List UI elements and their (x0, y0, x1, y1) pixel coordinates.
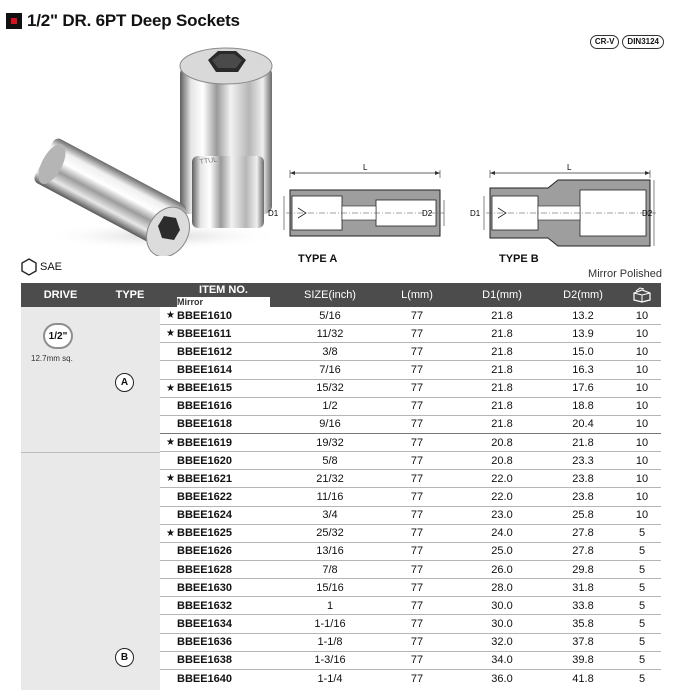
box-qty-cell: 5 (638, 563, 646, 576)
item-number-cell (160, 473, 287, 485)
d1-cell: 21.8 (491, 382, 513, 395)
item-number: BBEE1610 (177, 309, 233, 322)
d1-cell: 20.8 (491, 436, 513, 449)
box-qty-cell: 10 (635, 309, 649, 322)
standard-indicator (20, 258, 62, 276)
box-icon (632, 287, 652, 303)
drive-size-value: 1/2" (45, 325, 71, 347)
diagram-b-dim-d2: D2 (642, 209, 653, 218)
d2-cell: 18.8 (572, 400, 594, 413)
table-row (160, 615, 661, 633)
d1-cell: 24.0 (491, 527, 513, 540)
d1-cell: 21.8 (491, 400, 513, 413)
d1-cell: 25.0 (491, 545, 513, 558)
box-qty-cell: 5 (638, 599, 646, 612)
d1-cell: 30.0 (491, 599, 513, 612)
item-number-cell (160, 418, 287, 430)
length-cell: 77 (410, 490, 424, 503)
finish-label: Mirror Polished (588, 268, 662, 280)
item-number-cell (160, 564, 287, 576)
d1-cell: 21.8 (491, 418, 513, 431)
length-cell: 77 (410, 363, 424, 376)
type-b-caption: TYPE B (499, 253, 539, 265)
item-number: BBEE1624 (177, 509, 233, 522)
box-qty-cell: 5 (638, 636, 646, 649)
d2-cell: 17.6 (572, 382, 594, 395)
table-row (160, 561, 661, 579)
standard-label: SAE (40, 261, 63, 273)
length-cell: 77 (410, 382, 424, 395)
group-b-panel (21, 453, 160, 690)
length-cell: 77 (410, 327, 424, 340)
table-row (160, 416, 661, 434)
svg-text:TTUL: TTUL (199, 156, 218, 166)
length-cell: 77 (410, 527, 424, 540)
drive-size-metric: 12.7mm sq. (31, 354, 73, 363)
size-cell: 9/16 (319, 418, 341, 431)
length-cell: 77 (410, 617, 424, 630)
item-number: BBEE1614 (177, 363, 233, 376)
table-row (160, 525, 661, 543)
length-cell: 77 (410, 454, 424, 467)
header-d1: D1(mm) (482, 289, 522, 301)
recommended-star-icon: ★ (166, 328, 175, 340)
table-row (160, 452, 661, 470)
d1-cell: 21.8 (491, 363, 513, 376)
header-drive: DRIVE (43, 289, 78, 301)
group-a-panel (21, 307, 160, 453)
box-qty-cell: 10 (635, 400, 649, 413)
d2-cell: 41.8 (572, 672, 594, 685)
box-qty-cell: 5 (638, 672, 646, 685)
table-row (160, 652, 661, 670)
item-number: BBEE1640 (177, 672, 233, 685)
d1-cell: 22.0 (491, 490, 513, 503)
diagram-a-dim-l: L (363, 163, 368, 172)
table-row (160, 470, 661, 488)
diagram-type-b (470, 160, 670, 248)
length-cell: 77 (410, 563, 424, 576)
box-qty-cell: 10 (635, 363, 649, 376)
box-qty-cell: 5 (638, 617, 646, 630)
recommended-star-icon: ★ (166, 310, 175, 322)
title-text: 1/2" DR. 6PT Deep Sockets (27, 11, 240, 30)
length-cell: 77 (410, 418, 424, 431)
size-cell: 1-1/16 (314, 617, 346, 630)
size-cell: 1 (326, 599, 334, 612)
d1-cell: 36.0 (491, 672, 513, 685)
size-cell: 3/8 (322, 345, 338, 358)
size-cell: 15/16 (316, 581, 344, 594)
item-number: BBEE1619 (177, 436, 233, 449)
type-a-caption: TYPE A (298, 253, 338, 265)
length-cell: 77 (410, 636, 424, 649)
d1-cell: 26.0 (491, 563, 513, 576)
item-number-cell (160, 618, 287, 630)
d2-cell: 23.3 (572, 454, 594, 467)
d2-cell: 31.8 (572, 581, 594, 594)
table-row (160, 380, 661, 398)
d2-cell: 20.4 (572, 418, 594, 431)
table-row (160, 488, 661, 506)
item-number: BBEE1611 (177, 327, 232, 340)
box-qty-cell: 10 (635, 509, 649, 522)
box-qty-cell: 10 (635, 345, 649, 358)
item-number: BBEE1620 (177, 454, 233, 467)
box-qty-cell: 10 (635, 327, 649, 340)
item-number: BBEE1621 (177, 472, 233, 485)
diagram-b-dim-d1: D1 (470, 209, 481, 218)
d1-cell: 34.0 (491, 654, 513, 667)
box-qty-cell: 10 (635, 418, 649, 431)
size-cell: 13/16 (316, 545, 344, 558)
item-number-cell (160, 400, 287, 412)
header-item-finish: Mirror (177, 297, 270, 307)
size-cell: 21/32 (316, 472, 344, 485)
length-cell: 77 (410, 309, 424, 322)
table-row (160, 398, 661, 416)
recommended-star-icon: ★ (166, 437, 175, 449)
table-row (160, 670, 661, 688)
item-number-cell (160, 455, 287, 467)
d2-cell: 15.0 (572, 345, 594, 358)
box-qty-cell: 10 (635, 436, 649, 449)
d2-cell: 37.8 (572, 636, 594, 649)
length-cell: 77 (410, 436, 424, 449)
header-d2: D2(mm) (563, 289, 603, 301)
length-cell: 77 (410, 472, 424, 485)
item-number-cell (160, 310, 287, 322)
length-cell: 77 (410, 654, 424, 667)
table-row (160, 361, 661, 379)
item-number-cell (160, 636, 287, 648)
item-number-cell (160, 600, 287, 612)
recommended-star-icon: ★ (166, 527, 175, 539)
d1-cell: 20.8 (491, 454, 513, 467)
page-title (6, 8, 240, 34)
header-length: L(mm) (401, 289, 433, 301)
item-number-cell (160, 437, 287, 449)
item-number-cell (160, 364, 287, 376)
length-cell: 77 (410, 345, 424, 358)
box-qty-cell: 5 (638, 545, 646, 558)
item-number: BBEE1632 (177, 599, 233, 612)
table-row (160, 579, 661, 597)
size-cell: 25/32 (316, 527, 344, 540)
size-cell: 3/4 (322, 509, 338, 522)
drive-size-badge (43, 323, 73, 349)
d2-cell: 39.8 (572, 654, 594, 667)
item-number: BBEE1612 (177, 345, 233, 358)
item-number: BBEE1638 (177, 654, 233, 667)
length-cell: 77 (410, 581, 424, 594)
length-cell: 77 (410, 599, 424, 612)
box-qty-cell: 5 (638, 654, 646, 667)
size-cell: 1-1/8 (317, 636, 343, 649)
table-row (160, 343, 661, 361)
d2-cell: 13.2 (572, 309, 594, 322)
size-cell: 1/2 (322, 400, 338, 413)
header-item-no (160, 283, 287, 307)
item-number: BBEE1628 (177, 563, 233, 576)
d1-cell: 32.0 (491, 636, 513, 649)
size-cell: 7/16 (319, 363, 341, 376)
d1-cell: 23.0 (491, 509, 513, 522)
header-item-no-label: ITEM NO. (199, 283, 248, 296)
socket-photo (12, 36, 280, 256)
spec-table (21, 283, 661, 685)
box-qty-cell: 5 (638, 527, 646, 540)
d2-cell: 23.8 (572, 490, 594, 503)
item-number-cell (160, 346, 287, 358)
box-qty-cell: 10 (635, 490, 649, 503)
d2-cell: 25.8 (572, 509, 594, 522)
d2-cell: 29.8 (572, 563, 594, 576)
item-number: BBEE1618 (177, 418, 233, 431)
spec-badges (590, 35, 664, 49)
size-cell: 1-1/4 (317, 672, 343, 685)
header-type: TYPE (115, 289, 145, 301)
table-row (160, 507, 661, 525)
recommended-star-icon: ★ (166, 382, 175, 394)
item-number: BBEE1630 (177, 581, 233, 594)
header-box-icon-cell (623, 283, 661, 307)
item-number: BBEE1622 (177, 490, 233, 503)
d2-cell: 27.8 (572, 545, 594, 558)
size-cell: 5/16 (319, 309, 341, 322)
d1-cell: 21.8 (491, 345, 513, 358)
header-size: SIZE(inch) (304, 289, 356, 301)
table-row (160, 434, 661, 452)
item-number-cell (160, 491, 287, 503)
table-row (160, 325, 661, 343)
size-cell: 11/32 (316, 327, 344, 340)
recommended-star-icon: ★ (166, 473, 175, 485)
table-row (160, 634, 661, 652)
type-b-marker: B (115, 648, 134, 667)
table-row (160, 543, 661, 561)
hexagon-icon (20, 258, 38, 276)
box-qty-cell: 10 (635, 472, 649, 485)
item-number-cell (160, 582, 287, 594)
item-number-cell (160, 509, 287, 521)
d1-cell: 21.8 (491, 327, 513, 340)
size-cell: 1-3/16 (314, 654, 346, 667)
item-number: BBEE1634 (177, 617, 233, 630)
box-qty-cell: 5 (638, 581, 646, 594)
item-number-cell (160, 328, 287, 340)
d2-cell: 16.3 (572, 363, 594, 376)
length-cell: 77 (410, 400, 424, 413)
diagram-a-dim-d1: D1 (268, 209, 279, 218)
item-number-cell (160, 654, 287, 666)
type-a-marker: A (115, 373, 134, 392)
table-rows (160, 307, 661, 688)
item-number: BBEE1615 (177, 382, 233, 395)
item-number: BBEE1626 (177, 545, 233, 558)
item-number-cell (160, 527, 287, 539)
badge-crv: CR-V (590, 35, 620, 49)
table-header (21, 283, 661, 307)
box-qty-cell: 10 (635, 454, 649, 467)
length-cell: 77 (410, 509, 424, 522)
item-number-cell (160, 382, 287, 394)
d2-cell: 35.8 (572, 617, 594, 630)
box-qty-cell: 10 (635, 382, 649, 395)
diagram-a-dim-d2: D2 (422, 209, 433, 218)
size-cell: 19/32 (316, 436, 344, 449)
d2-cell: 13.9 (572, 327, 594, 340)
diagram-type-a (268, 160, 448, 248)
diagram-b-dim-l: L (567, 163, 572, 172)
item-number-cell (160, 673, 287, 685)
size-cell: 7/8 (322, 563, 338, 576)
size-cell: 5/8 (322, 454, 338, 467)
d2-cell: 21.8 (572, 436, 594, 449)
d2-cell: 33.8 (572, 599, 594, 612)
d2-cell: 23.8 (572, 472, 594, 485)
size-cell: 15/32 (316, 382, 344, 395)
badge-din: DIN3124 (622, 35, 664, 49)
table-row (160, 307, 661, 325)
d1-cell: 28.0 (491, 581, 513, 594)
length-cell: 77 (410, 672, 424, 685)
item-number: BBEE1616 (177, 400, 233, 413)
title-bullet-icon (6, 13, 22, 29)
d2-cell: 27.8 (572, 527, 594, 540)
item-number: BBEE1625 (177, 527, 233, 540)
table-row (160, 597, 661, 615)
item-number-cell (160, 545, 287, 557)
d1-cell: 21.8 (491, 309, 513, 322)
length-cell: 77 (410, 545, 424, 558)
item-number: BBEE1636 (177, 636, 233, 649)
d1-cell: 22.0 (491, 472, 513, 485)
size-cell: 11/16 (316, 490, 344, 503)
d1-cell: 30.0 (491, 617, 513, 630)
